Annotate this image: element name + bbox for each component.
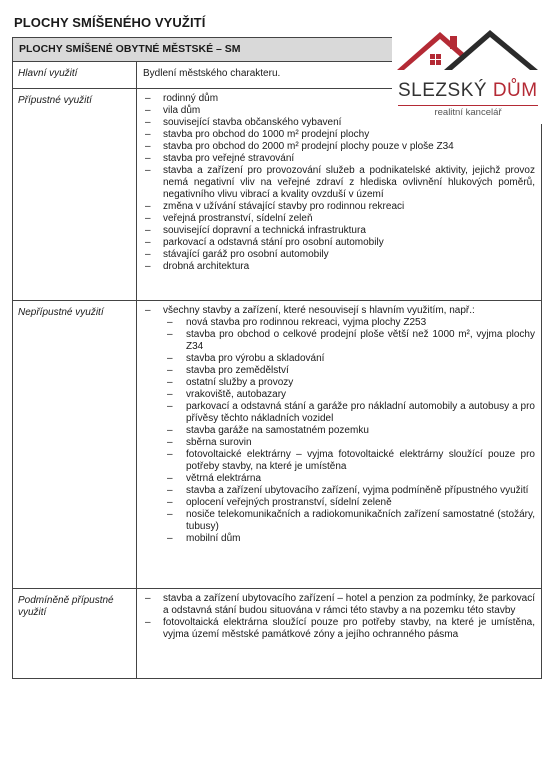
forbidden-use-item: – stavba pro zemědělství xyxy=(163,365,535,377)
forbidden-use-intro-text: všechny stavby a zařízení, které nesouvisejí s hlavním využitím, např.: xyxy=(163,305,475,316)
forbidden-use-item: – stavba pro obchod o celkové prodejní ploše větší než 1000 m², vyjma plochy Z34 xyxy=(163,329,535,353)
conditional-use-label: Podmíněně přípustné využití xyxy=(13,589,137,679)
allowed-use-item: – parkovací a odstavná stání pro osobní automobily xyxy=(143,237,535,249)
forbidden-use-content xyxy=(137,301,542,589)
allowed-use-item: – vila dům xyxy=(143,105,535,117)
forbidden-use-label: Nepřípustné využití xyxy=(13,301,137,589)
allowed-use-label: Přípustné využití xyxy=(13,89,137,301)
forbidden-use-item: – parkovací a odstavná stání a garáže pro nákladní automobily a autobusy a pro přívěsy těchto nákladních vozidel xyxy=(163,401,535,425)
forbidden-use-item: – nosiče telekomunikačních a radiokomunikačních zařízení samostatné (stožáry, tubusy) xyxy=(163,509,535,533)
forbidden-use-item: – stavba a zařízení ubytovacího zařízení, vyjma podmíněně přípustného využití xyxy=(163,485,535,497)
company-logo xyxy=(392,26,542,124)
allowed-use-item: – rodinný dům xyxy=(143,93,535,105)
allowed-use-item: – stavba a zařízení pro provozování služeb a podnikatelské aktivity, jejichž provoz nemá negativní vliv na veřejné zdraví z hlediska ovlivnění hlukových poměrů, negativního vlivu vibrací a kvality ovzduší v území xyxy=(143,165,535,201)
forbidden-use-item: – stavba pro výrobu a skladování xyxy=(163,353,535,365)
allowed-use-item: – související stavba občanského vybavení xyxy=(143,117,535,129)
logo-name xyxy=(398,80,538,102)
forbidden-use-item: – nová stavba pro rodinnou rekreaci, vyjma plochy Z253 xyxy=(163,317,535,329)
forbidden-use-item: – vrakoviště, autobazary xyxy=(163,389,535,401)
table-heading: PLOCHY SMÍŠENÉ OBYTNÉ MĚSTSKÉ – SM xyxy=(13,38,542,62)
forbidden-use-item: – sběrna surovin xyxy=(163,437,535,449)
forbidden-use-intro xyxy=(143,305,535,545)
logo-subtitle: realitní kancelář xyxy=(398,105,538,118)
conditional-use-list xyxy=(143,593,535,641)
allowed-use-item: – stavba pro veřejné stravování xyxy=(143,153,535,165)
conditional-use-item: – fotovoltaická elektrárna sloužící pouze pro potřeby stavby, na které je umístěna, vyjma území městské památkové zóny a jejího ochranného pásma xyxy=(143,617,535,641)
allowed-use-item: – změna v užívání stávající stavby pro rodinnou rekreaci xyxy=(143,201,535,213)
main-use-label: Hlavní využití xyxy=(13,62,137,89)
allowed-use-item: – veřejná prostranství, sídelní zeleň xyxy=(143,213,535,225)
logo-name-main: SLEZSKÝ xyxy=(398,80,493,101)
page-title: PLOCHY SMÍŠENÉHO VYUŽITÍ xyxy=(14,15,206,30)
allowed-use-item: – drobná architektura xyxy=(143,261,535,273)
conditional-use-item: – stavba a zařízení ubytovacího zařízení – hotel a penzion za podmínky, že parkovací a odstavná stání budou situována v rámci této stavby a na pozemku této stavby xyxy=(143,593,535,617)
main-use-text: Bydlení městského charakteru. xyxy=(137,62,542,89)
table-row-forbidden-use xyxy=(13,301,542,589)
allowed-use-item: – stavba pro obchod do 2000 m² prodejní plochy pouze v ploše Z34 xyxy=(143,141,535,153)
house-roof-icon xyxy=(392,26,542,86)
allowed-use-item: – stávající garáž pro osobní automobily xyxy=(143,249,535,261)
forbidden-use-item: – stavba garáže na samostatném pozemku xyxy=(163,425,535,437)
forbidden-use-item: – oplocení veřejných prostranství, sídelní zeleně xyxy=(163,497,535,509)
forbidden-use-item: – větrná elektrárna xyxy=(163,473,535,485)
logo-name-accent: DŮM xyxy=(492,80,538,101)
forbidden-use-item: – fotovoltaické elektrárny – vyjma fotovoltaické elektrárny sloužící pouze pro potřeby stavby, na které je umístěna xyxy=(163,449,535,473)
table-row-conditional-use xyxy=(13,589,542,679)
forbidden-use-list xyxy=(143,305,535,545)
forbidden-use-item: – mobilní dům xyxy=(163,533,535,545)
zoning-table xyxy=(12,37,542,679)
allowed-use-item: – stavba pro obchod do 1000 m² prodejní plochy xyxy=(143,129,535,141)
forbidden-use-sublist xyxy=(163,317,535,545)
conditional-use-content xyxy=(137,589,542,679)
forbidden-use-item: – ostatní služby a provozy xyxy=(163,377,535,389)
allowed-use-item: – související dopravní a technická infrastruktura xyxy=(143,225,535,237)
